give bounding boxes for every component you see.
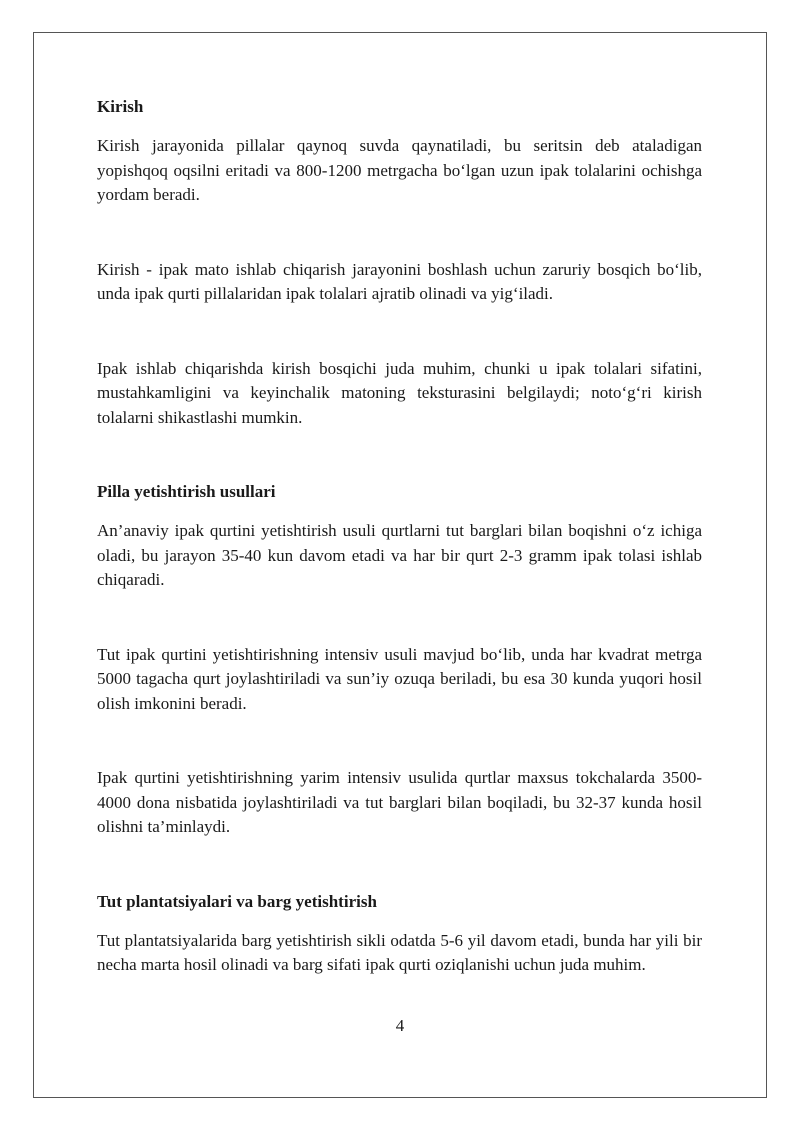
- page-number: 4: [395, 1016, 405, 1035]
- section-title-pilla-yetishtirish: Pilla yetishtirish usullari: [97, 482, 276, 501]
- paragraph: Kirish - ipak mato ishlab chiqarish jarayonini boshlash uchun zaruriy bosqich bo‘lib, unda ipak qurti pillalaridan ipak tolalari ajratib olinadi va yig‘iladi.: [97, 259, 702, 303]
- paragraph: An’anaviy ipak qurtini yetishtirish usuli qurtlarni tut barglari bilan boqishni o‘z ichiga oladi, bu jarayon 35-40 kun davom etadi va har bir qurt 2-3 gramm ipak tolasi ishlab chiqaradi.: [97, 521, 702, 589]
- paragraph: Ipak qurtini yetishtirishning yarim intensiv usulida qurtlar maxsus tokchalarda 3500-4000 dona nisbatida joylashtiriladi va tut barglari bilan boqiladi, bu 32-37 kunda hosil olishni ta’minlaydi.: [97, 768, 702, 836]
- page-content: [97, 95, 702, 978]
- paragraph: Kirish jarayonida pillalar qaynoq suvda qaynatiladi, bu seritsin deb ataladigan yopishqoq oqsilni eritadi va 800-1200 metrgacha bo‘lgan uzun ipak tolalarini ochishga yordam beradi.: [97, 136, 702, 204]
- paragraph: Tut ipak qurtini yetishtirishning intensiv usuli mavjud bo‘lib, unda har kvadrat metrga 5000 tagacha qurt joylashtiriladi va sun’iy ozuqa beriladi, bu esa 30 kunda yuqori hosil olish imkonini beradi.: [97, 644, 702, 713]
- paragraph: Tut plantatsiyalarida barg yetishtirish sikli odatda 5-6 yil davom etadi, bunda har yili bir necha marta hosil olinadi va barg sifati ipak qurti oziqlanishi uchun juda muhim.: [97, 930, 702, 974]
- paragraph: Ipak ishlab chiqarishda kirish bosqichi juda muhim, chunki u ipak tolalari sifatini, mustahkamligini va keyinchalik matoning teksturasini belgilaydi; noto‘g‘ri kirish tolalarni shikastlashi mumkin.: [97, 358, 702, 427]
- section-title-kirish: Kirish: [97, 97, 144, 116]
- section-title-tut-plantatsiyalari: Tut plantatsiyalari va barg yetishtirish: [97, 891, 377, 911]
